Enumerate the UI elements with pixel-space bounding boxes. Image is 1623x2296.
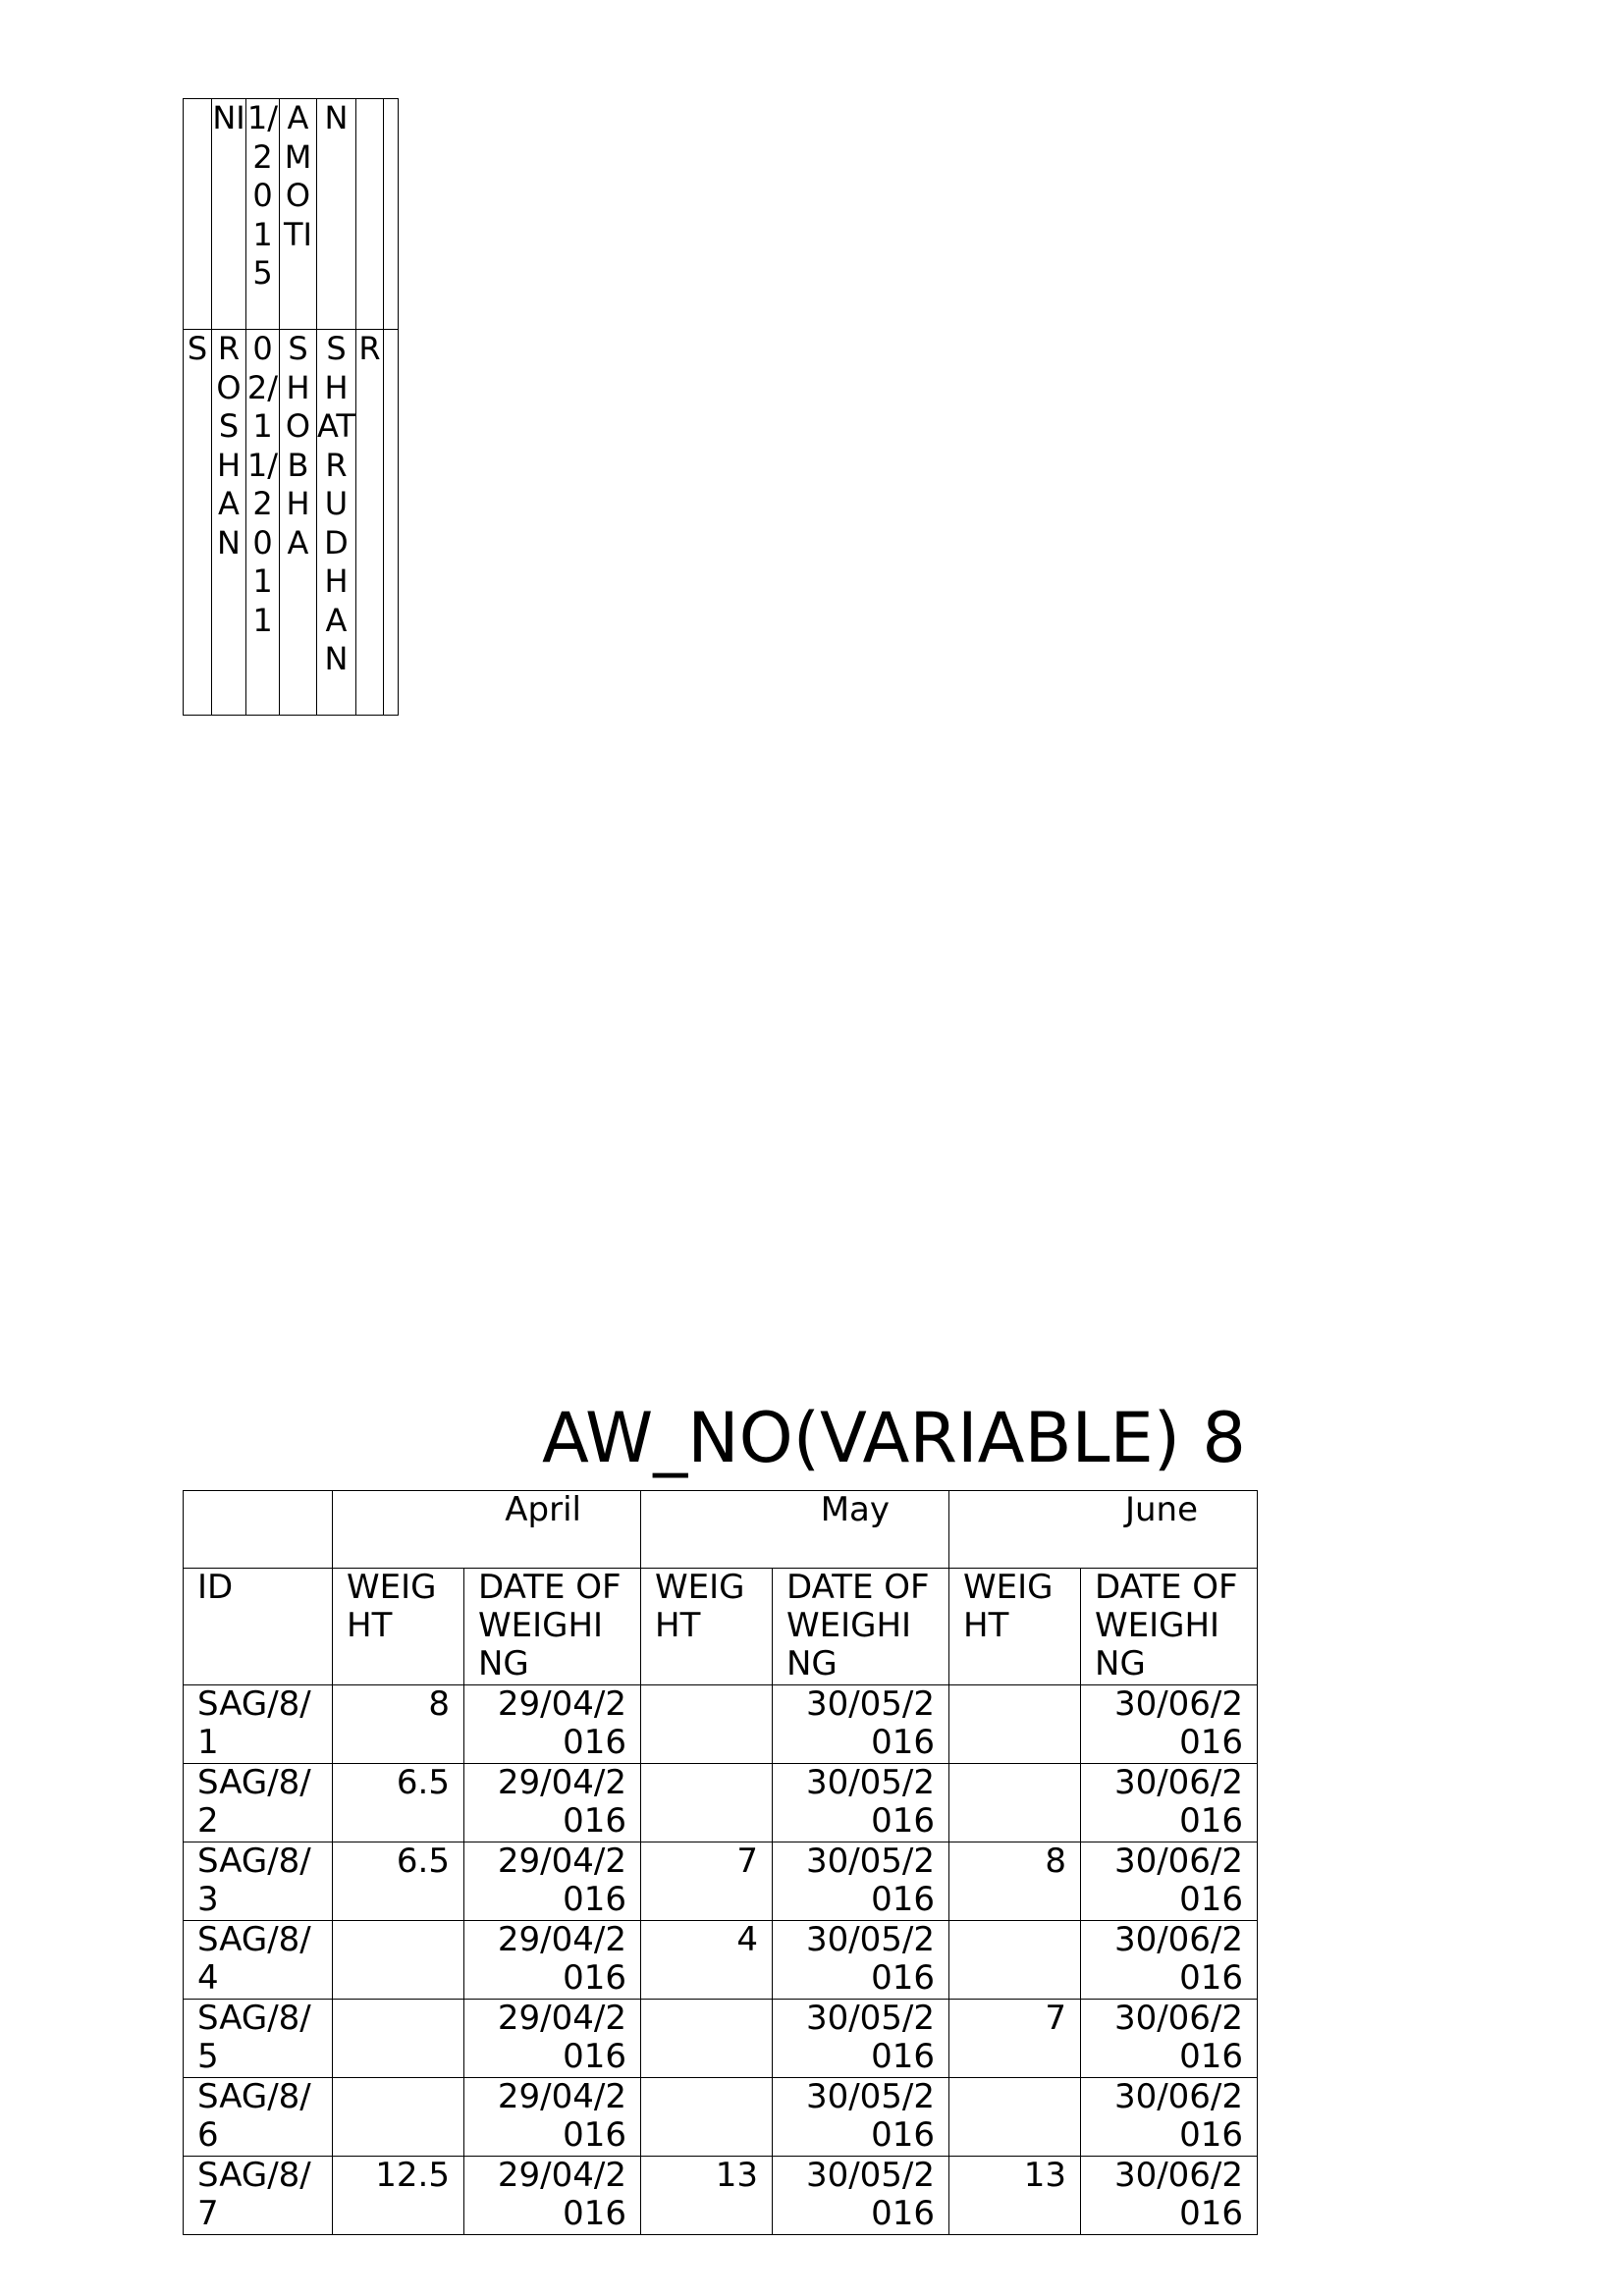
weight-table-body (184, 1685, 1258, 2235)
top-cell (384, 330, 399, 716)
cell-date: 30/06/2016 (1081, 1842, 1258, 1921)
top-cell (384, 99, 399, 330)
cell-id: SAG/8/4 (184, 1921, 333, 2000)
top-cell: 02/11/2011 (246, 330, 280, 716)
cell-weight: 6.5 (333, 1764, 464, 1842)
sheet-title: AW_NO(VARIABLE) 8 (542, 1398, 1246, 1478)
top-cell (184, 99, 212, 330)
month-april: April (333, 1491, 641, 1569)
top-table-row (184, 330, 399, 716)
cell-date: 29/04/2016 (464, 1764, 641, 1842)
cell-date: 30/05/2016 (773, 1685, 949, 1764)
cell-date: 30/06/2016 (1081, 2078, 1258, 2157)
table-row (184, 2078, 1258, 2157)
top-table (183, 98, 399, 716)
table-row (184, 1842, 1258, 1921)
top-cell: SHATRUDHAN (317, 330, 356, 716)
cell-date: 30/06/2016 (1081, 2157, 1258, 2235)
month-may: May (641, 1491, 949, 1569)
cell-id: SAG/8/1 (184, 1685, 333, 1764)
header-id: ID (184, 1569, 333, 1685)
cell-weight: 7 (641, 1842, 773, 1921)
cell-weight (333, 2000, 464, 2078)
table-row (184, 1764, 1258, 1842)
cell-weight: 4 (641, 1921, 773, 2000)
cell-weight (333, 2078, 464, 2157)
header-weight: WEIGHT (949, 1569, 1081, 1685)
cell-date: 30/05/2016 (773, 2000, 949, 2078)
cell-date: 29/04/2016 (464, 2078, 641, 2157)
cell-date: 29/04/2016 (464, 1685, 641, 1764)
cell-weight: 8 (333, 1685, 464, 1764)
cell-weight (949, 2078, 1081, 2157)
top-cell: S (184, 330, 212, 716)
cell-weight (949, 1921, 1081, 2000)
cell-id: SAG/8/2 (184, 1764, 333, 1842)
cell-date: 30/05/2016 (773, 1764, 949, 1842)
cell-weight: 13 (641, 2157, 773, 2235)
top-cell: ROSHAN (212, 330, 246, 716)
cell-weight (641, 1685, 773, 1764)
cell-date: 30/06/2016 (1081, 1764, 1258, 1842)
top-cell: SHOBHA (280, 330, 317, 716)
cell-weight (641, 2000, 773, 2078)
header-date: DATE OF WEIGHING (1081, 1569, 1258, 1685)
month-header-row (184, 1491, 1258, 1569)
table-row (184, 2000, 1258, 2078)
table-row (184, 1921, 1258, 2000)
top-table-row (184, 99, 399, 330)
cell-weight: 6.5 (333, 1842, 464, 1921)
cell-weight: 13 (949, 2157, 1081, 2235)
cell-date: 29/04/2016 (464, 1842, 641, 1921)
cell-id: SAG/8/6 (184, 2078, 333, 2157)
cell-date: 29/04/2016 (464, 2000, 641, 2078)
cell-weight (949, 1764, 1081, 1842)
cell-weight (641, 1764, 773, 1842)
cell-weight: 12.5 (333, 2157, 464, 2235)
cell-date: 30/05/2016 (773, 2157, 949, 2235)
top-cell: NI (212, 99, 246, 330)
cell-date: 30/06/2016 (1081, 2000, 1258, 2078)
blank-cell (184, 1491, 333, 1569)
cell-id: SAG/8/5 (184, 2000, 333, 2078)
column-header-row (184, 1569, 1258, 1685)
top-cell: N (317, 99, 356, 330)
cell-date: 30/05/2016 (773, 2078, 949, 2157)
header-weight: WEIGHT (641, 1569, 773, 1685)
weight-table (183, 1490, 1258, 2235)
header-date: DATE OF WEIGHING (464, 1569, 641, 1685)
cell-id: SAG/8/7 (184, 2157, 333, 2235)
top-cell: R (356, 330, 384, 716)
header-date: DATE OF WEIGHING (773, 1569, 949, 1685)
cell-weight: 8 (949, 1842, 1081, 1921)
cell-weight (333, 1921, 464, 2000)
top-cell: 1/2015 (246, 99, 280, 330)
cell-date: 30/06/2016 (1081, 1685, 1258, 1764)
cell-date: 30/05/2016 (773, 1842, 949, 1921)
cell-date: 30/05/2016 (773, 1921, 949, 2000)
header-weight: WEIGHT (333, 1569, 464, 1685)
cell-weight (949, 1685, 1081, 1764)
cell-weight (641, 2078, 773, 2157)
top-cell: AMOTI (280, 99, 317, 330)
cell-date: 30/06/2016 (1081, 1921, 1258, 2000)
table-row (184, 2157, 1258, 2235)
cell-weight: 7 (949, 2000, 1081, 2078)
cell-date: 29/04/2016 (464, 1921, 641, 2000)
cell-id: SAG/8/3 (184, 1842, 333, 1921)
cell-date: 29/04/2016 (464, 2157, 641, 2235)
top-cell (356, 99, 384, 330)
month-june: June (949, 1491, 1258, 1569)
table-row (184, 1685, 1258, 1764)
